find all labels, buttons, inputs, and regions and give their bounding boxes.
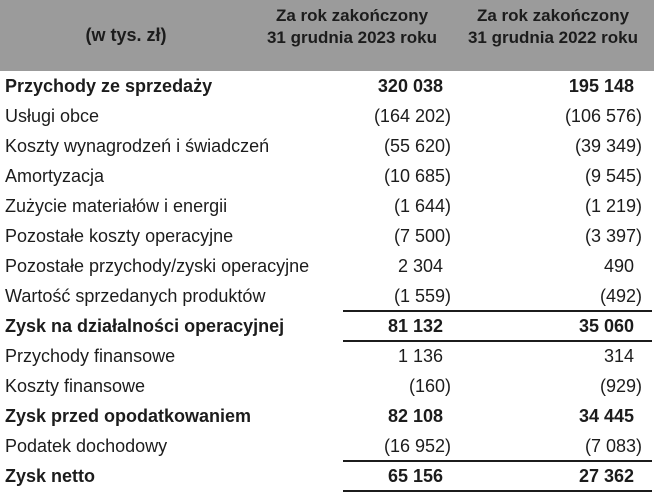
column-header-2023-line2: 31 grudnia 2023 roku (266, 28, 438, 47)
table-row (0, 161, 654, 191)
row-value-2023: (1 644) (393, 195, 451, 216)
row-label: Wartość sprzedanych produktów (5, 285, 266, 306)
row-value-2022: (7 083) (584, 435, 642, 456)
table-row (0, 251, 654, 281)
row-value-2022: 314 (603, 345, 634, 366)
table-body (0, 71, 654, 491)
row-label: Zysk przed opodatkowaniem (5, 405, 252, 426)
row-value-2022: (1 219) (584, 195, 642, 216)
row-label: Pozostałe koszty operacyjne (5, 225, 234, 246)
row-value-2023: 81 132 (387, 315, 443, 336)
row-label: Przychody finansowe (5, 345, 176, 366)
row-label: Koszty finansowe (5, 375, 146, 396)
row-value-2022: 35 060 (578, 315, 634, 336)
column-header-2022-line1: Za rok zakończony (476, 6, 630, 25)
column-header-2022-line2: 31 grudnia 2022 roku (467, 28, 639, 47)
table-row (0, 281, 654, 311)
table-row (0, 131, 654, 161)
row-value-2022: (39 349) (574, 135, 642, 156)
column-header-2022 (452, 0, 654, 71)
row-value-2023: (1 559) (393, 285, 451, 306)
unit-label: (w tys. zł) (85, 25, 167, 45)
subtotal-rule (343, 460, 652, 462)
column-header-2023-line1: Za rok zakończony (275, 6, 429, 25)
row-label: Podatek dochodowy (5, 435, 168, 456)
row-value-2023: 82 108 (387, 405, 443, 426)
row-value-2022: 27 362 (578, 465, 634, 486)
subtotal-rule (343, 310, 652, 312)
subtotal-rule (343, 490, 652, 492)
row-value-2023: (55 620) (383, 135, 451, 156)
table-header-row (0, 0, 654, 71)
row-label: Zysk netto (5, 465, 96, 486)
row-value-2023: 320 038 (377, 75, 443, 96)
row-value-2023: (160) (408, 375, 451, 396)
row-label: Zużycie materiałów i energii (5, 195, 228, 216)
table-row (0, 311, 654, 341)
table-row (0, 191, 654, 221)
row-value-2023: (7 500) (393, 225, 451, 246)
row-value-2022: 34 445 (578, 405, 634, 426)
row-label: Zysk na działalności operacyjnej (5, 315, 285, 336)
row-label: Koszty wynagrodzeń i świadczeń (5, 135, 270, 156)
row-value-2022: (492) (599, 285, 642, 306)
table-row (0, 71, 654, 101)
table-row (0, 221, 654, 251)
table-row (0, 401, 654, 431)
row-value-2023: 1 136 (397, 345, 443, 366)
subtotal-rule (343, 340, 652, 342)
row-label: Pozostałe przychody/zyski operacyjne (5, 255, 310, 276)
row-label: Usługi obce (5, 105, 100, 126)
row-value-2022: 195 148 (568, 75, 634, 96)
row-value-2022: (106 576) (564, 105, 642, 126)
table-row (0, 431, 654, 461)
row-label: Amortyzacja (5, 165, 105, 186)
row-value-2022: 490 (603, 255, 634, 276)
row-value-2023: 65 156 (387, 465, 443, 486)
row-value-2023: (10 685) (383, 165, 451, 186)
row-value-2023: (164 202) (373, 105, 451, 126)
column-header-2023 (252, 0, 452, 71)
row-value-2022: (9 545) (584, 165, 642, 186)
table-row (0, 461, 654, 491)
table-row (0, 101, 654, 131)
row-value-2022: (929) (599, 375, 642, 396)
row-value-2023: 2 304 (397, 255, 443, 276)
row-value-2023: (16 952) (383, 435, 451, 456)
table-row (0, 371, 654, 401)
table-row (0, 341, 654, 371)
row-label: Przychody ze sprzedaży (5, 75, 213, 96)
row-value-2022: (3 397) (584, 225, 642, 246)
